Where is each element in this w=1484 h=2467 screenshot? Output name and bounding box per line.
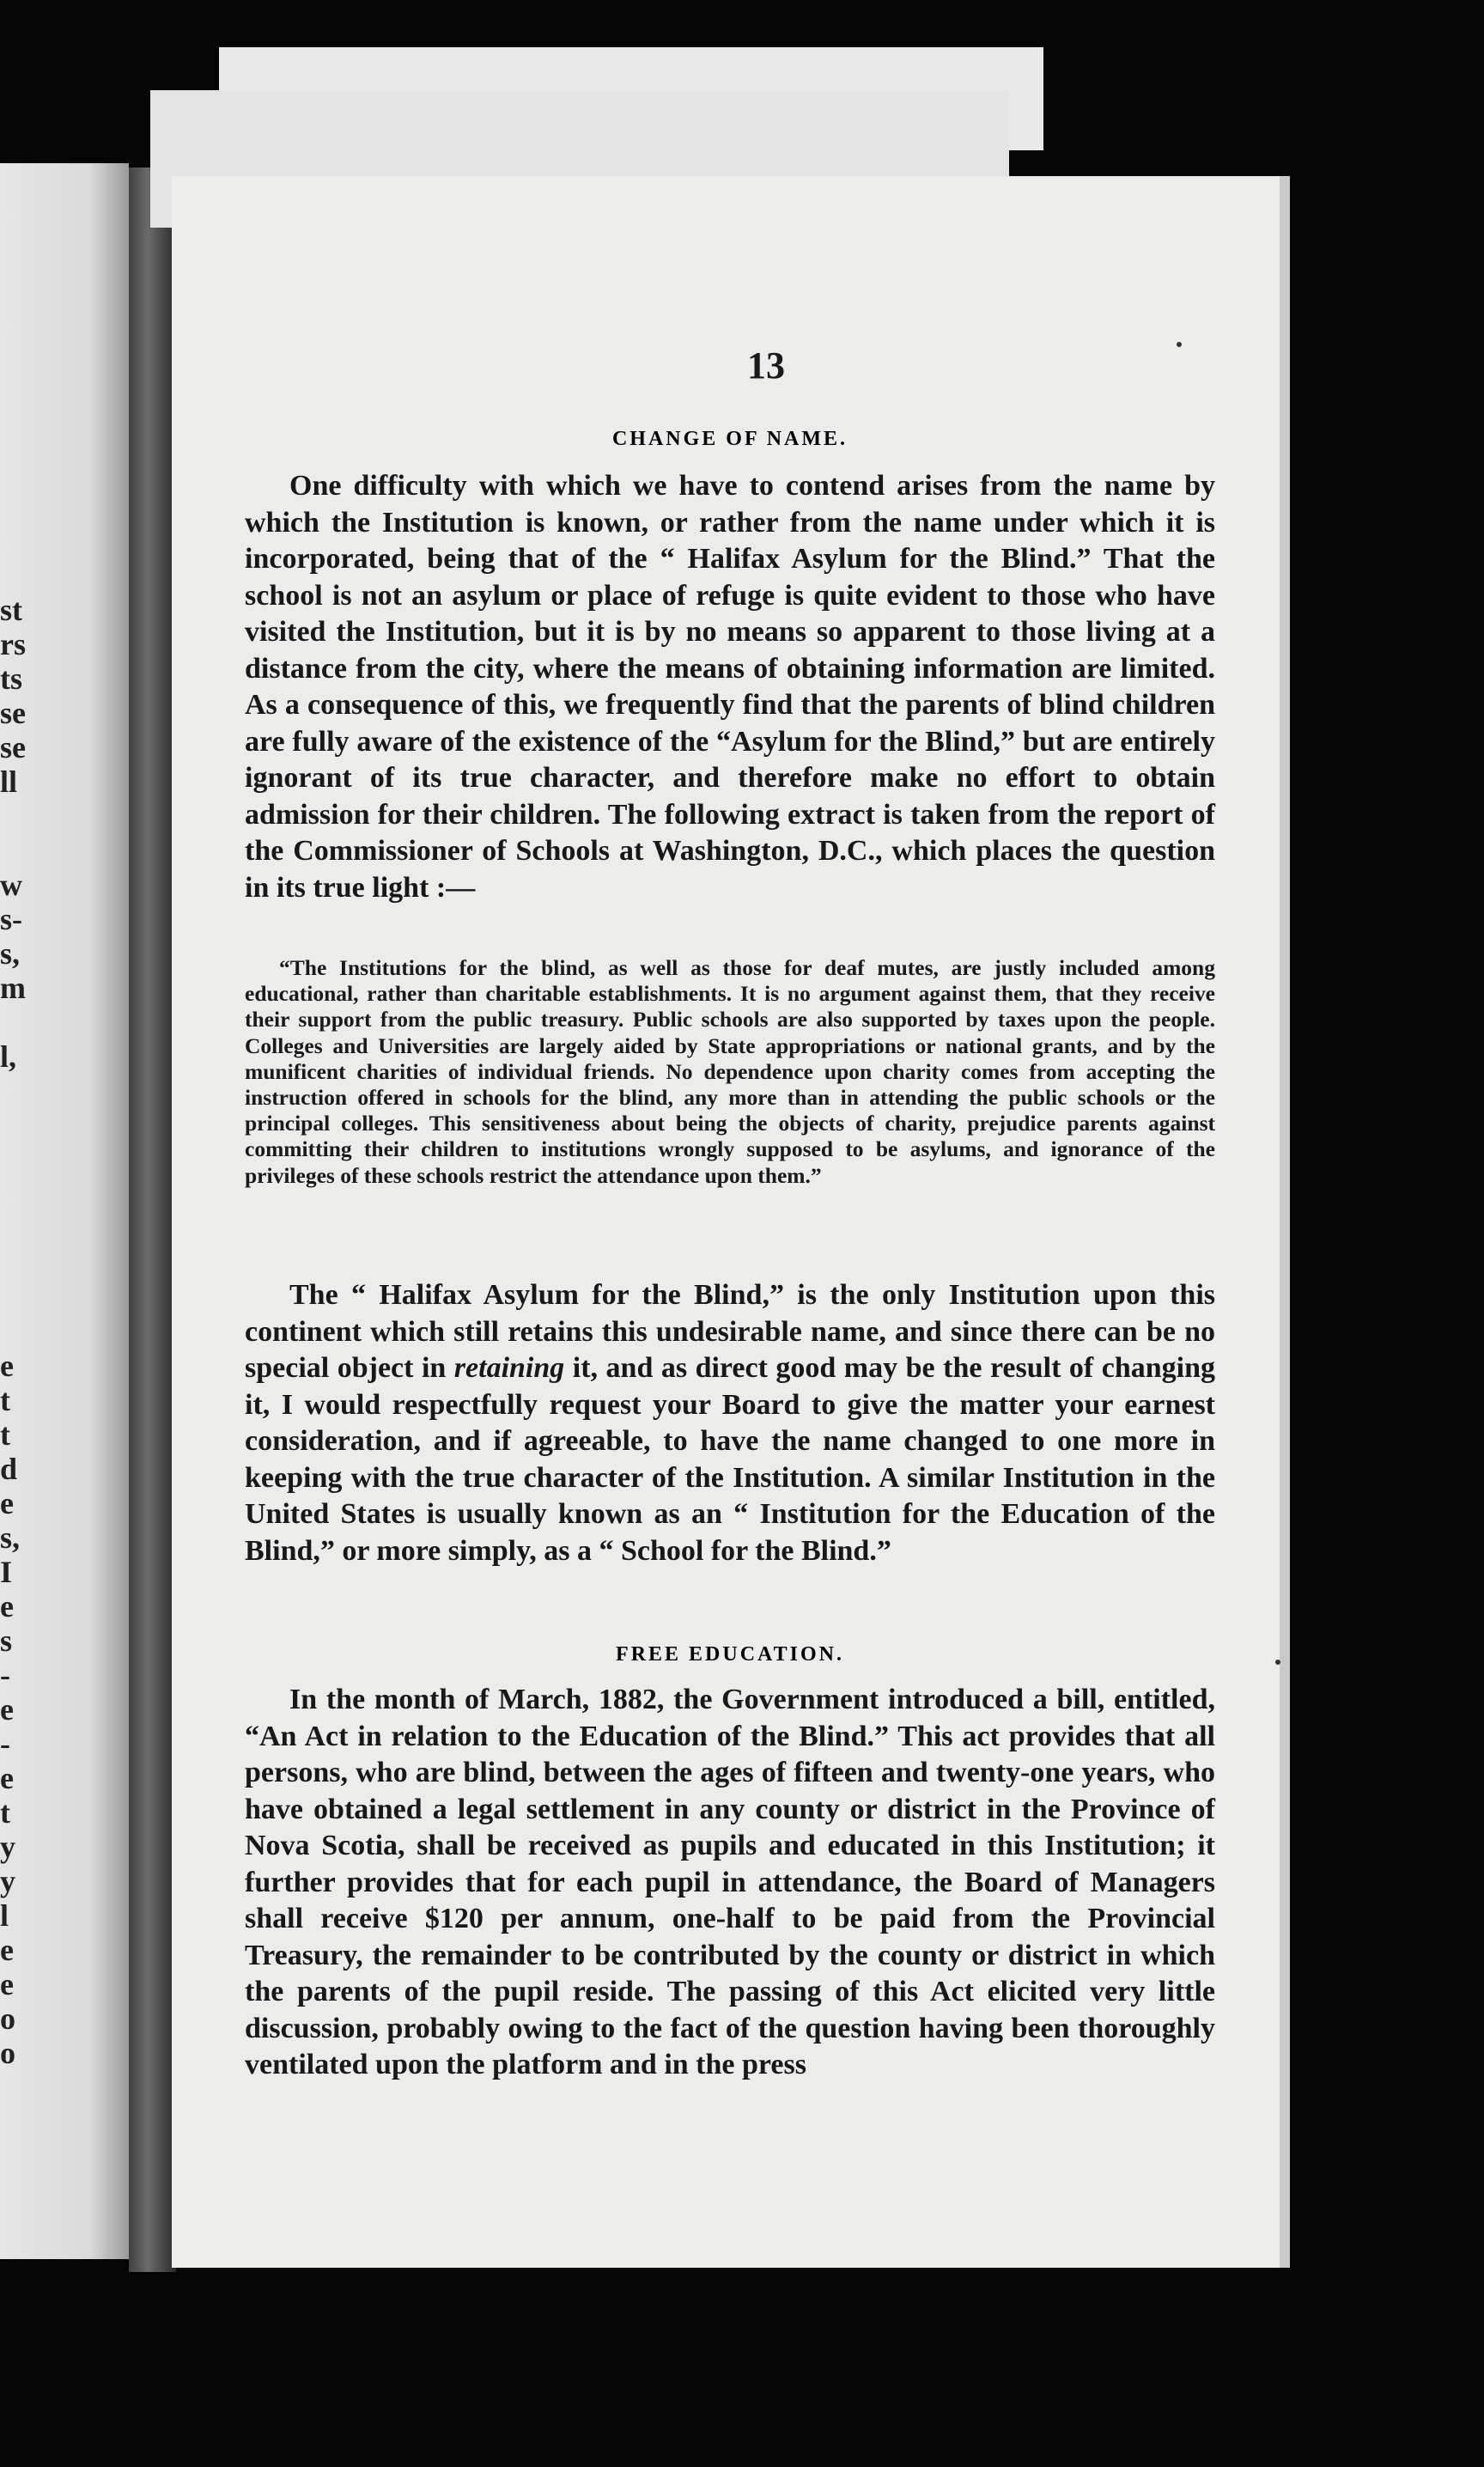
facing-page-fragment: o (0, 2036, 15, 2070)
facing-page-fragment (0, 1280, 34, 1314)
paragraph-halifax-asylum (245, 1277, 1215, 1569)
facing-page-fragment: se (0, 696, 26, 730)
facing-page-fragment: se (0, 730, 26, 764)
facing-page-fragment (0, 1211, 34, 1246)
facing-page-fragment: s, (0, 1520, 21, 1555)
facing-page-fragment: e (0, 1486, 14, 1520)
facing-page-fragment (0, 1314, 34, 1349)
facing-page-fragment: e (0, 1349, 14, 1383)
facing-page-fragment: d (0, 1452, 18, 1486)
section-heading-free-education: FREE EDUCATION. (616, 1643, 844, 1666)
block-quote-commissioner: “The Institutions for the blind, as well as those for deaf mutes, are justly included among educational, rather than charitable establishments. It is no argument against them, that they receive their support from the public treasury. Public schools are also supported by taxes upon the people. Colleges and Universities are largely aided by State appropriations or national grants, and by the munificent charities of individual friends. No dependence upon charity comes from accepting the instruction offered in schools for the blind, any more than in attending the public schools or the principal colleges. This sensitiveness about being the objects of charity, prejudice parents against committing their children to institutions wrongly supposed to be asylums, and ignorance of the privileges of these schools restrict the attendance upon them.” (245, 955, 1215, 1188)
paragraph-halifax-asylum-part1: The “ Halifax Asylum for the Blind,” is the only Institution upon this continent which still retains this undesirable name, and since there can be no special object in (245, 1279, 1215, 1384)
page-edge-shadow (1280, 176, 1290, 2268)
facing-page-fragment: t (0, 1417, 10, 1452)
facing-page-fragment: m (0, 971, 26, 1005)
facing-page-fragment: e (0, 1589, 14, 1623)
facing-page-fragment: w (0, 868, 22, 902)
facing-page-fragment: l (0, 1898, 9, 1933)
facing-page-fragment: ts (0, 661, 22, 696)
page-number: 13 (747, 344, 785, 387)
facing-page-fragment (0, 833, 34, 868)
facing-page-fragment: e (0, 1967, 14, 2001)
facing-page-fragment: o (0, 2001, 15, 2036)
facing-page-fragment: - (0, 1658, 10, 1692)
paragraph-halifax-asylum-part2: it, and as direct good may be the result of changing it, I would respectfully request your Board to give the matter your earnest consideration, and if agreeable, to have the name changed to one more in keeping with the true character of the Institution. A similar Institution in the United States is usually known as an “ Institution for the Education of the Blind,” or more simply, as a “ School for the Blind.” (245, 1352, 1215, 1567)
facing-page-fragment: e (0, 1761, 14, 1795)
facing-page-fragment: rs (0, 627, 26, 661)
facing-page-fragment (0, 1005, 34, 1039)
facing-page-fragment (0, 1108, 34, 1142)
facing-page-fragment (0, 799, 34, 833)
paragraph-change-of-name: One difficulty with which we have to contend arises from the name by which the Institution is known, or rather from the name under which it is incorporated, being that of the “ Halifax Asylum for the Blind.” That the school is not an asylum or place of refuge is quite evident to those who have visited the Institution, but it is by no means so apparent to those living at a distance from the city, where the means of obtaining information are limited. As a consequence of this, we frequently find that the parents of blind children are fully aware of the existence of the “Asylum for the Blind,” but are entirely ignorant of its true character, and therefore make no effort to obtain admission for their children. The following extract is taken from the report of the Commissioner of Schools at Washington, D.C., which places the question in its true light :— (245, 470, 1215, 904)
facing-page-fragment (0, 1142, 34, 1177)
facing-page-fragment: t (0, 1795, 10, 1830)
facing-page-fragment: s- (0, 902, 22, 936)
facing-page-fragment: e (0, 1692, 14, 1727)
section-heading-change-of-name: CHANGE OF NAME. (611, 428, 848, 450)
facing-page-fragment: ll (0, 764, 18, 799)
ink-speck (1177, 342, 1182, 347)
facing-page-fragment (0, 1246, 34, 1280)
facing-page (0, 163, 129, 2259)
facing-page-fragment: - (0, 1727, 10, 1761)
facing-page-fragment: s, (0, 936, 21, 971)
facing-page-fragment (0, 1074, 34, 1108)
facing-page-fragment: I (0, 1555, 13, 1589)
paragraph-free-education: In the month of March, 1882, the Government introduced a bill, entitled, “An Act in relation to the Education of the Blind.” This act provides that all persons, who are blind, between the ages of fifteen and twenty-one years, who have obtained a legal settlement in any county or district in the Province of Nova Scotia, shall be received as pupils and educated in this Institution; it further provides that for each pupil in attendance, the Board of Managers shall receive $120 per annum, one-half to be paid from the Provincial Treasury, the remainder to be contributed by the county or district in which the parents of the pupil reside. The passing of this Act elicited very little discussion, probably owing to the fact of the question having been thoroughly ventilated upon the platform and in the press (245, 1684, 1215, 2080)
facing-page-fragment: s (0, 1623, 13, 1658)
ink-speck (1275, 1660, 1280, 1665)
facing-page-fragment (0, 1177, 34, 1211)
book-spine (129, 168, 176, 2272)
facing-page-fragment: t (0, 1383, 10, 1417)
facing-page-fragment: e (0, 1933, 14, 1967)
facing-page-fragment: l, (0, 1039, 17, 1074)
facing-page-fragment: y (0, 1864, 15, 1898)
facing-page-fragment: st (0, 593, 22, 627)
facing-page-fragment: y (0, 1830, 15, 1864)
facing-page-text-fragments (0, 593, 34, 2070)
emphasis-retaining: retaining (453, 1352, 565, 1384)
